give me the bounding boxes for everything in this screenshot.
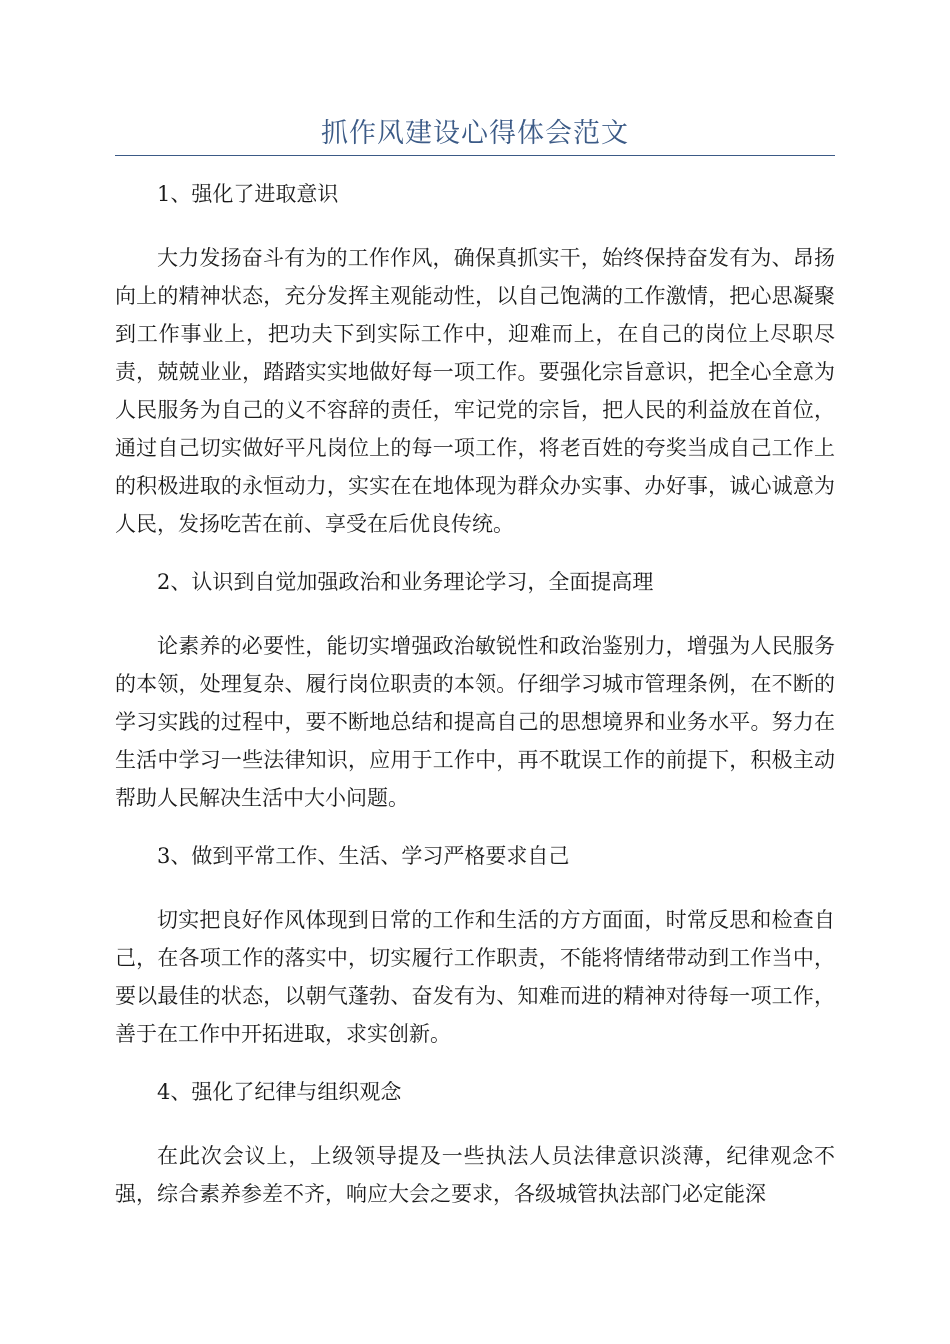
- section-heading-3: 3、做到平常工作、生活、学习严格要求自己: [157, 844, 570, 868]
- body-paragraph-3: 切实把良好作风体现到日常的工作和生活的方方面面，时常反思和检查自己，在各项工作的落实中，切实履行工作职责，不能将情绪带动到工作当中，要以最佳的状态，以朝气蓬勃、奋发有为、知难而进的精神对待每一项工作，善于在工作中开拓进取，求实创新。: [115, 908, 835, 1046]
- document-body: [115, 175, 835, 1233]
- body-paragraph-4: 在此次会议上，上级领导提及一些执法人员法律意识淡薄，纪律观念不强，综合素养参差不齐，响应大会之要求，各级城管执法部门必定能深: [115, 1144, 835, 1206]
- body-paragraph-2: 论素养的必要性，能切实增强政治敏锐性和政治鉴别力，增强为人民服务的本领，处理复杂、履行岗位职责的本领。仔细学习城市管理条例，在不断的学习实践的过程中，要不断地总结和提高自己的思想境界和业务水平。努力在生活中学习一些法律知识，应用于工作中，再不耽误工作的前提下，积极主动帮助人民解决生活中大小问题。: [115, 634, 835, 810]
- section-heading-1: 1、强化了进取意识: [157, 182, 339, 206]
- document-title: 抓作风建设心得体会范文: [321, 118, 629, 149]
- section-heading-2: 2、认识到自觉加强政治和业务理论学习，全面提高理: [157, 570, 654, 594]
- title-underline: [115, 155, 835, 156]
- body-paragraph-1: 大力发扬奋斗有为的工作作风，确保真抓实干，始终保持奋发有为、昂扬向上的精神状态，充分发挥主观能动性，以自己饱满的工作激情，把心思凝聚到工作事业上，把功夫下到实际工作中，迎难而上，在自己的岗位上尽职尽责，兢兢业业，踏踏实实地做好每一项工作。要强化宗旨意识，把全心全意为人民服务为自己的义不容辞的责任，牢记党的宗旨，把人民的利益放在首位，通过自己切实做好平凡岗位上的每一项工作，将老百姓的夸奖当成自己工作上的积极进取的永恒动力，实实在在地体现为群众办实事、办好事，诚心诚意为人民，发扬吃苦在前、享受在后优良传统。: [115, 246, 835, 536]
- section-heading-4: 4、强化了纪律与组织观念: [157, 1080, 402, 1104]
